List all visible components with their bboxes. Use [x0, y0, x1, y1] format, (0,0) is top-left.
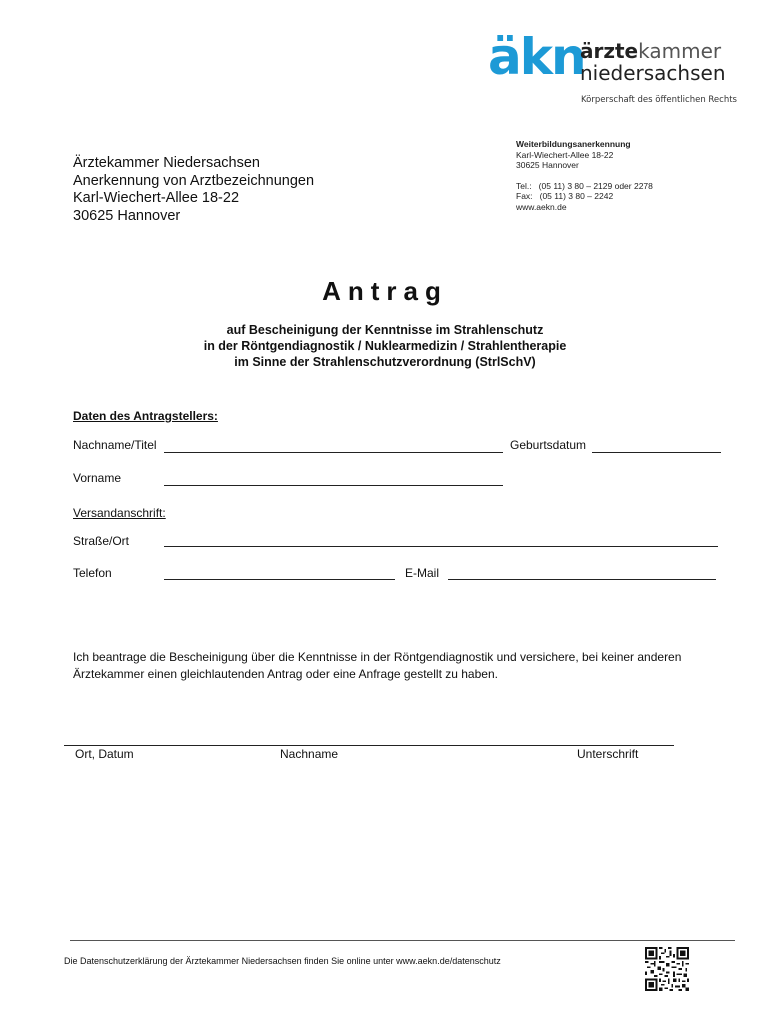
name-field[interactable]	[164, 452, 503, 453]
sender-phone: Tel.: (05 11) 3 80 – 2129 oder 2278	[516, 180, 653, 191]
subtitle-line: auf Bescheinigung der Kenntnisse im Strahlenschutz	[226, 323, 544, 337]
logo-name-line2: niedersachsen	[580, 61, 726, 85]
signature-line[interactable]	[64, 745, 674, 746]
sender-street: Karl-Wiechert-Allee 18-22	[516, 149, 614, 160]
sender-web: www.aekn.de	[516, 201, 567, 212]
logo-mark: äkn	[488, 28, 585, 86]
street-field[interactable]	[164, 546, 718, 547]
email-label: E-Mail	[405, 566, 440, 580]
section-title-applicant: Daten des Antragstellers:	[73, 409, 218, 423]
subtitle-line: im Sinne der Strahlenschutzverordnung (StrlSchV)	[234, 355, 536, 369]
sender-city: 30625 Hannover	[516, 160, 579, 170]
street-label: Straße/Ort	[73, 534, 130, 548]
recipient-address	[73, 155, 314, 225]
address-line: Karl-Wiechert-Allee 18-22	[73, 190, 240, 206]
logo-subtitle: Körperschaft des öffentlichen Rechts	[581, 95, 737, 105]
sender-fax: Fax: (05 11) 3 80 – 2242	[516, 191, 614, 201]
subtitle-line: in der Röntgendiagnostik / Nuklearmedizin / Strahlentherapie	[203, 339, 567, 353]
phone-field[interactable]	[164, 579, 395, 580]
declaration-text: Ich beantrage die Bescheinigung über die Kenntnisse in der Röntgendiagnostik und versichere, bei keiner anderen Ärztekammer einen gleichlautenden Antrag oder eine Anfrage gestellt zu haben.	[73, 650, 682, 681]
sender-block	[516, 139, 653, 212]
phone-label: Telefon	[73, 566, 112, 580]
birthdate-label: Geburtsdatum	[510, 438, 587, 452]
sender-department: Weiterbildungsanerkennung	[516, 139, 631, 149]
address-line: 30625 Hannover	[73, 207, 181, 224]
logo-name-line1	[580, 40, 721, 62]
signature-label: Unterschrift	[577, 747, 639, 761]
logo-name-part1: ärzte	[580, 39, 639, 63]
address-line: Ärztekammer Niedersachsen	[73, 155, 260, 171]
mailing-address-label: Versandanschrift:	[73, 506, 166, 520]
qr-code-icon	[645, 947, 689, 991]
name-label: Nachname/Titel	[73, 438, 157, 452]
place-date-label: Ort, Datum	[75, 747, 134, 761]
privacy-footer: Die Datenschutzerklärung der Ärztekammer Niedersachsen finden Sie online unter www.aekn.de/datenschutz	[64, 956, 501, 966]
birthdate-field[interactable]	[592, 452, 721, 453]
email-field[interactable]	[448, 579, 716, 580]
firstname-field[interactable]	[164, 485, 503, 486]
footer-divider	[70, 940, 735, 941]
page-subtitle	[0, 322, 770, 370]
surname-label: Nachname	[280, 747, 339, 761]
firstname-label: Vorname	[73, 471, 122, 485]
page-title: Antrag	[322, 276, 448, 306]
logo-name-part2: kammer	[638, 39, 722, 63]
address-line: Anerkennung von Arztbezeichnungen	[73, 172, 315, 189]
